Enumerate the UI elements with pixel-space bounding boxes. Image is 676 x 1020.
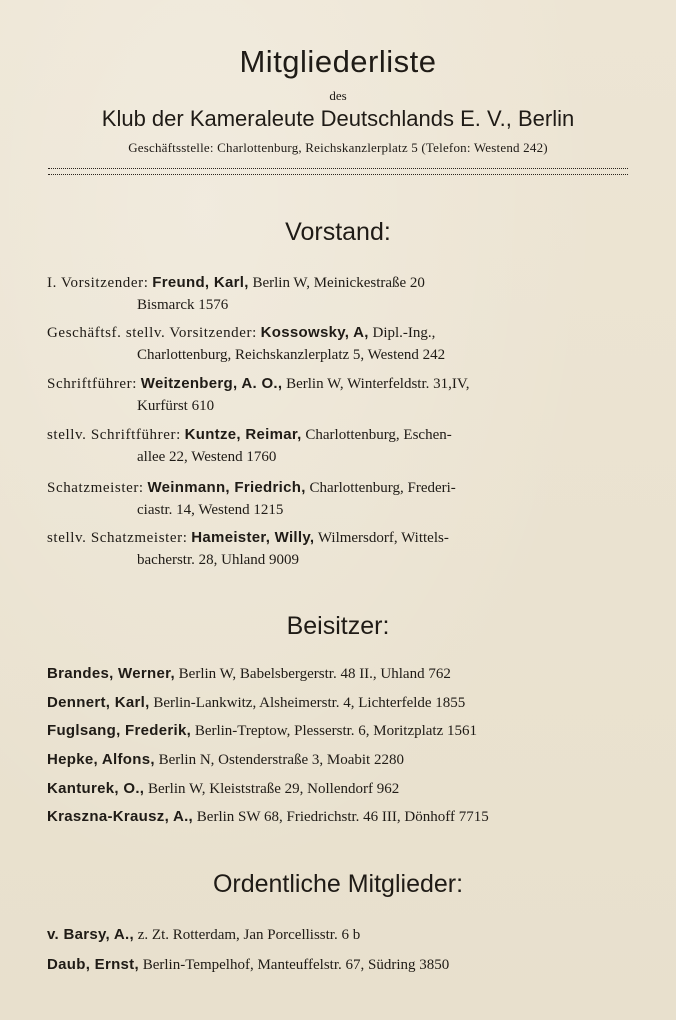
section-heading-vorstand: Vorstand:	[285, 218, 391, 246]
section-heading-mitglieder: Ordentliche Mitglieder:	[212, 870, 464, 898]
board-entry: Schatzmeister: Weinmann, Friedrich, Charlottenburg, Frederi- ciastr. 14, Westend 1215	[47, 479, 456, 518]
double-rule	[48, 168, 628, 175]
board-entry: Schriftführer: Weitzenberg, A. O., Berlin W, Winterfeldstr. 31,IV, Kurfürst 610	[47, 375, 470, 414]
board-entry: Geschäftsf. stellv. Vorsitzender: Kossowsky, A, Dipl.-Ing., Charlottenburg, Reichskanzlerplatz 5, Westend 242	[47, 324, 446, 363]
title-connector: des	[329, 88, 347, 103]
board-entry: I. Vorsitzender: Freund, Karl, Berlin W, Meinickestraße 20 Bismarck 1576	[47, 274, 425, 313]
assessor-entry: Fuglsang, Frederik, Berlin-Treptow, Plesserstr. 6, Moritzplatz 1561	[47, 722, 478, 739]
section-heading-beisitzer: Beisitzer:	[286, 612, 390, 640]
document-title: Mitgliederliste	[239, 44, 437, 79]
assessor-entry: Hepke, Alfons, Berlin N, Ostenderstraße 3, Moabit 2280	[47, 751, 404, 768]
member-entry: v. Barsy, A., z. Zt. Rotterdam, Jan Porcellisstr. 6 b	[47, 926, 361, 943]
club-name: Klub der Kameraleute Deutschlands E. V., Berlin	[101, 106, 575, 131]
assessor-entry: Brandes, Werner, Berlin W, Babelsbergerstr. 48 II., Uhland 762	[47, 665, 451, 682]
assessor-entry: Dennert, Karl, Berlin-Lankwitz, Alsheimerstr. 4, Lichterfelde 1855	[47, 694, 466, 711]
member-entry: Daub, Ernst, Berlin-Tempelhof, Manteuffelstr. 67, Südring 3850	[47, 956, 450, 973]
assessor-entry: Kraszna-Krausz, A., Berlin SW 68, Friedrichstr. 46 III, Dönhoff 7715	[47, 808, 489, 825]
assessor-entry: Kanturek, O., Berlin W, Kleiststraße 29, Nollendorf 962	[47, 780, 400, 797]
board-entry: stellv. Schriftführer: Kuntze, Reimar, Charlottenburg, Eschen- allee 22, Westend 1760	[47, 426, 452, 465]
office-address: Geschäftsstelle: Charlottenburg, Reichskanzlerplatz 5 (Telefon: Westend 242)	[128, 140, 548, 155]
board-entry: stellv. Schatzmeister: Hameister, Willy, Wilmersdorf, Wittels- bacherstr. 28, Uhland 9009	[47, 529, 449, 568]
